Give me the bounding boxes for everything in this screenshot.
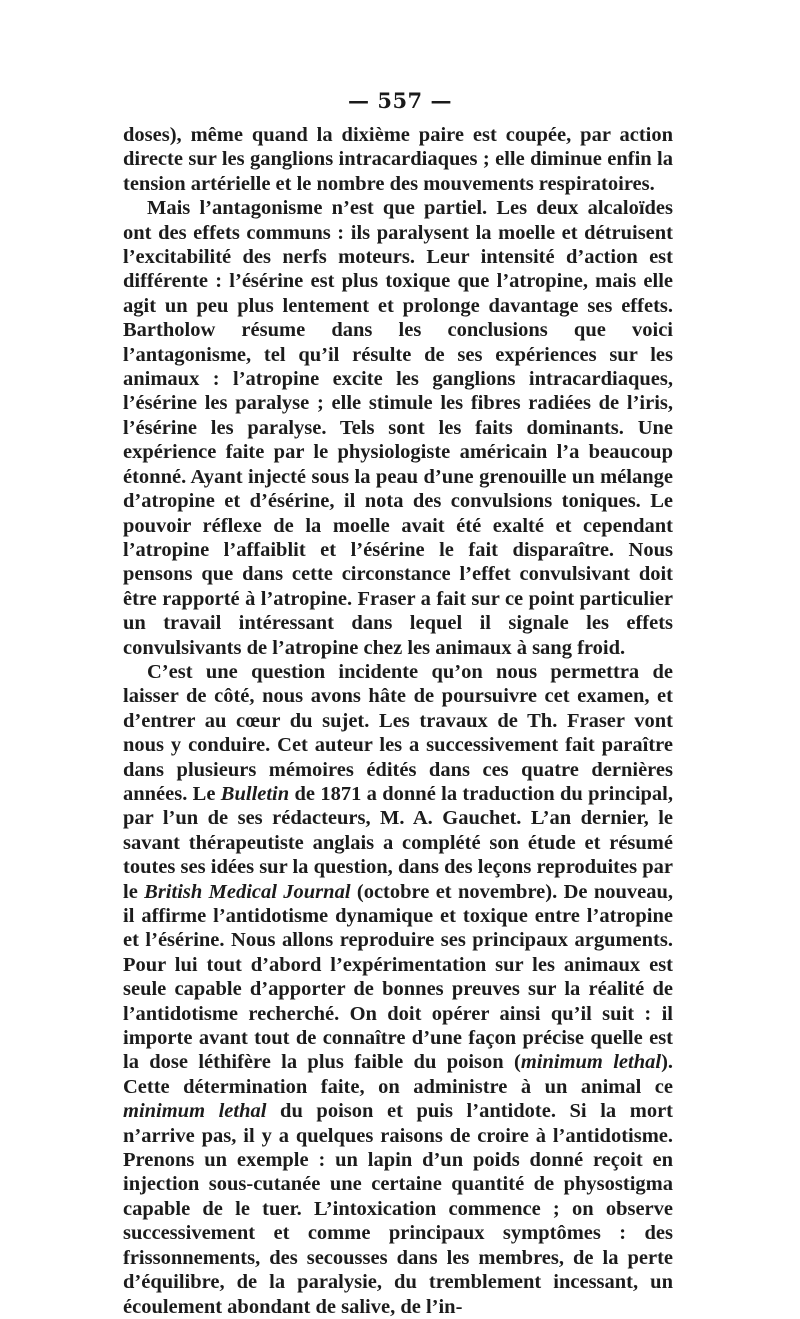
page-number: — 557 — [348,88,452,113]
paragraph-3-part-c: (octobre et novembre). De nouveau, il affirme l’antidotisme dynamique et toxique entre l’atropine et l’ésérine. Nous allons reproduire ses principaux arguments. Pour lui tout d’abord l’expérimentation sur les animaux est seule capable d’apporter de bonnes preuves sur la réalité de l’antidotisme recherché. On doit opérer ainsi qu’il suit : il importe avant tout de connaître d’une façon précise quelle est la dose léthifère la plus faible du poison ( [123,880,673,1074]
paragraph-3-part-a: C’est une question incidente qu’on nous permettra de laisser de côté, nous avons hâte de poursuivre cet examen, et d’entrer au cœur du sujet. Les travaux de Th. Fraser vont nous y conduire. Cet auteur les a successivement fait paraître dans plusieurs mémoires édités dans ces quatre dernières années. Le [123,660,673,805]
paragraph-3-part-b: de 1871 a donné la traduction du principal, par l’un de ses rédacteurs, M. A. Gauchet. L’an dernier, le savant thérapeutiste anglais a complété son étude et résumé toutes ses idées sur la question, dans des leçons reproduites par le [123,782,673,903]
paragraph-1: doses), même quand la dixième paire est coupée, par action directe sur les ganglions intracardiaques ; elle diminue enfin la tension artérielle et le nombre des mouvements respiratoires. [123,124,673,195]
paragraph-3 [123,660,673,1319]
minimum-lethal-term-2: minimum lethal [123,1100,267,1123]
body-text [123,123,673,1319]
paragraph-3-part-d: ). Cette détermination faite, on administre à un animal ce [123,1051,674,1098]
minimum-lethal-term-1: minimum lethal [520,1051,662,1074]
bulletin-title: Bulletin [220,782,290,805]
journal-title: British Medical Journal [144,880,351,903]
paragraph-2: Mais l’antagonisme n’est que partiel. Les deux alcaloïdes ont des effets communs : ils paralysent la moelle et détruisent l’excitabilité des nerfs moteurs. Leur intensité d’action est différente : l’ésérine est plus toxique que l’atropine, mais elle agit un peu plus lentement et prolonge davantage ses effets. Bartholow résume dans les conclusions que voici l’antagonisme, tel qu’il résulte de ses expériences sur les animaux : l’atropine excite les ganglions intracardiaques, l’ésérine les paralyse ; elle stimule les fibres radiées de l’iris, l’ésérine les paralyse. Tels sont les faits dominants. Une expérience faite par le physiologiste américain l’a beaucoup étonné. Ayant injecté sous la peau d’une grenouille un mélange d’atropine et d’ésérine, il nota des convulsions toniques. Le pouvoir réflexe de la moelle avait été exalté et cependant l’atropine l’affaiblit et l’ésérine le fait disparaître. Nous pensons que dans cette circonstance l’effet convulsivant doit être rapporté à l’atropine. Fraser a fait sur ce point particulier un travail intéressant dans lequel il signale les effets convulsivants de l’atropine chez les animaux à sang froid. [123,197,673,659]
paragraph-3-part-e: du poison et puis l’antidote. Si la mort n’arrive pas, il y a quelques raisons de croire à l’antidotisme. Prenons un exemple : un lapin d’un poids donné reçoit en injection sous-cutanée une certaine quantité de physostigma capable de le tuer. L’intoxication commence ; on observe successivement et comme principaux symptômes : des frissonnements, des secousses dans les membres, de la perte d’équilibre, de la paralysie, du tremblement incessant, un écoulement abondant de salive, de l’in- [123,1100,673,1318]
